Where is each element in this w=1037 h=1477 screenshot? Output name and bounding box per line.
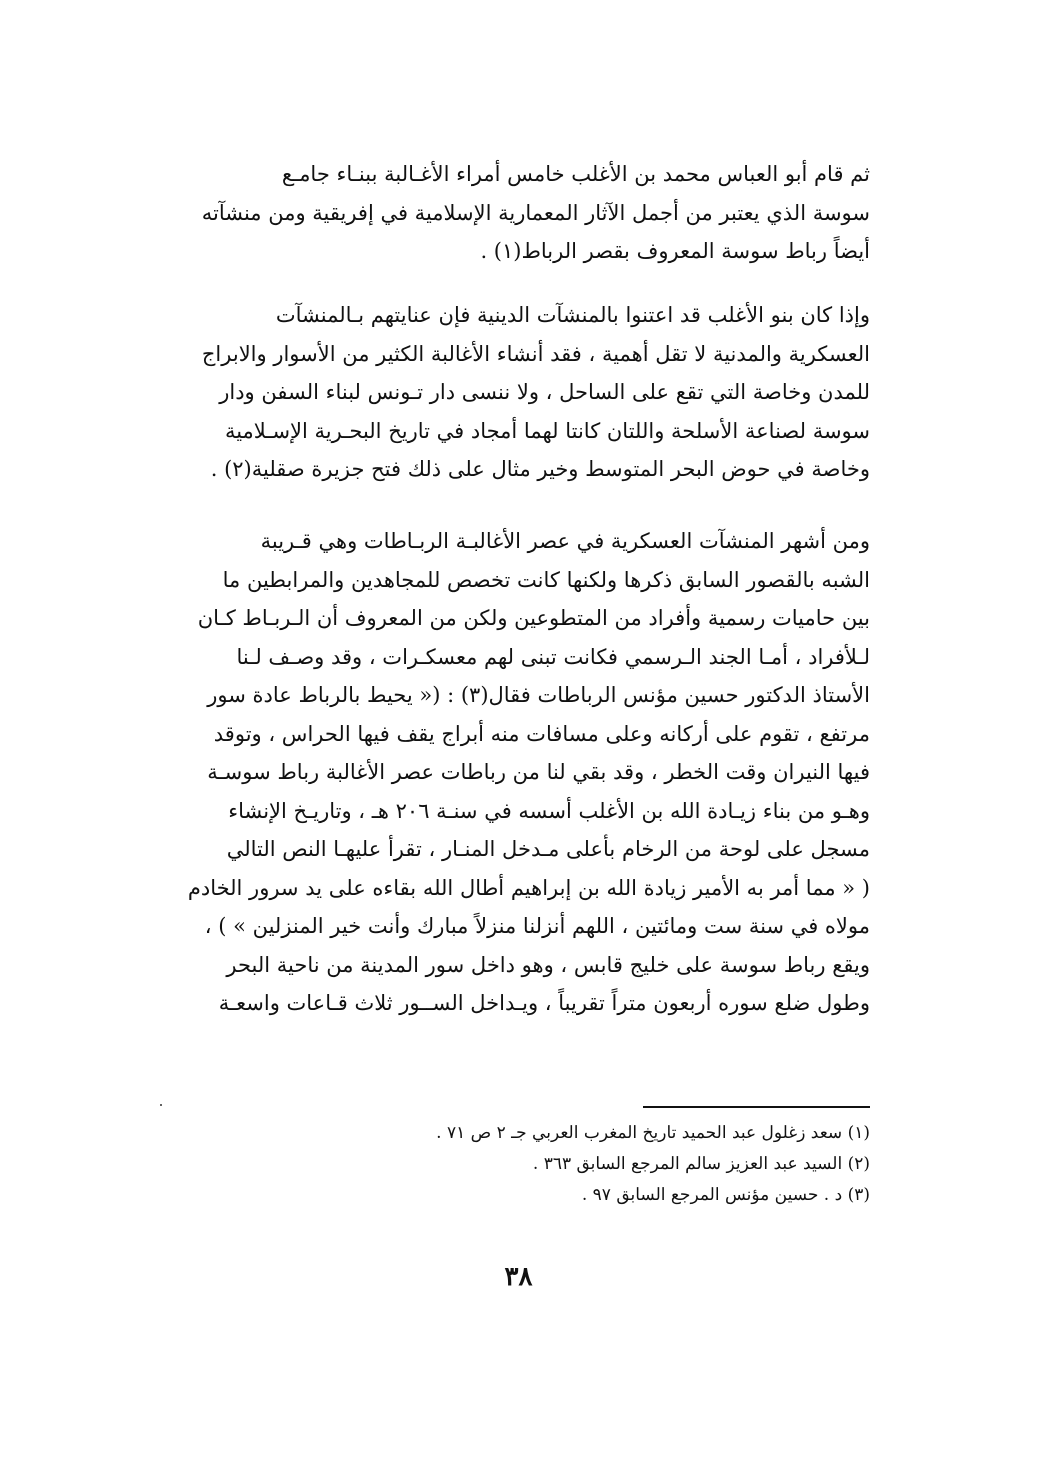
text-line: سوسة لصناعة الأسلحة واللتان كانتا لهما أمجاد في تاريخ البحـرية الإسـلامية (224, 418, 870, 443)
text-line: مرتفع ، تقوم على أركانه وعلى مسافات منه أبراج يقف فيها الحراس ، وتوقد (213, 721, 870, 746)
text-line: بين حاميات رسمية وأفراد من المتطوعين ولكن من المعروف أن الـربـاط كـان (197, 606, 870, 630)
text-line: ( « مما أمر به الأمير زيادة الله بن إبراهيم أطال الله بقاءه على يد سرور الخادم (187, 875, 870, 900)
page-number: ٣٨ (504, 1262, 533, 1292)
text-line: الشبه بالقصور السابق ذكرها ولكنها كانت تخصص للمجاهدين والمرابطين ما (222, 567, 870, 592)
text-line: لـلأفراد ، أمـا الجند الـرسمي فكانت تبنى لهم معسكـرات ، وقد وصـف لـنا (236, 644, 870, 669)
footnote-1: (١) سعد زغلول عبد الحميد تاريخ المغرب العربي جـ ٢ ص ٧١ . (436, 1123, 870, 1143)
text-line: وهـو من بناء زيـادة الله بن الأغلب أسسه في سنـة ٢٠٦ هـ ، وتاريـخ الإنشاء (228, 798, 870, 823)
text-line: العسكرية والمدنية لا تقل أهمية ، فقد أنشاء الأغالبة الكثير من الأسوار والابراج (201, 341, 870, 366)
text-line: مسجل على لوحة من الرخام بأعلى مـدخل المنـار ، تقرأ عليهـا النص التالي (226, 837, 870, 861)
text-line: للمدن وخاصة التي تقع على الساحل ، ولا ننسى دار تـونس لبناء السفن ودار (219, 380, 870, 404)
text-line: مولاه في سنة ست ومائتين ، اللهم أنزلنا منزلاً مبارك وأنت خير المنزلين » ) ، (204, 914, 870, 938)
text-line: أيضاً رباط سوسة المعروف بقصر الرباط(١) . (480, 239, 870, 263)
paragraph-1 (150, 155, 870, 271)
text-line: وطول ضلع سوره أربعون متراً تقريباً ، ويـداخل الســور ثلاث قـاعات واسعـة (218, 991, 870, 1015)
text-line: ويقع رباط سوسة على خليج قابس ، وهو داخل سور المدينة من ناحية البحر (226, 952, 870, 977)
footnotes (300, 1118, 870, 1211)
scan-speck (160, 1104, 162, 1106)
text-line: فيها النيران وقت الخطر ، وقد بقي لنا من رباطات عصر الأغالبة رباط سوسـة (207, 760, 870, 784)
paragraph-3 (150, 522, 870, 1023)
text-line: ثم قام أبو العباس محمد بن الأغلب خامس أمراء الأغـالبة ببنـاء جامـع (281, 162, 870, 186)
text-line: الأستاذ الدكتور حسين مؤنس الرباطات فقال(٣) : (« يحيط بالرباط عادة سور (207, 683, 870, 707)
paragraph-2 (150, 296, 870, 489)
footnote-3: (٣) د . حسين مؤنس المرجع السابق ٩٧ . (581, 1185, 870, 1205)
footnote-divider (643, 1106, 870, 1108)
text-line: وإذا كان بنو الأغلب قد اعتنوا بالمنشآت الدينية فإن عنايتهم بـالمنشآت (275, 303, 870, 327)
footnote-2: (٢) السيد عبد العزيز سالم المرجع السابق ٣٦٣ . (532, 1154, 870, 1174)
text-line: سوسة الذي يعتبر من أجمل الآثار المعمارية الإسلامية في إفريقية ومن منشآته (201, 200, 870, 225)
text-line: ومن أشهر المنشآت العسكرية في عصر الأغالبـة الربـاطات وهي قـريبة (260, 529, 870, 553)
text-line: وخاصة في حوض البحر المتوسط وخير مثال على ذلك فتح جزيرة صقلية(٢) . (210, 457, 870, 481)
